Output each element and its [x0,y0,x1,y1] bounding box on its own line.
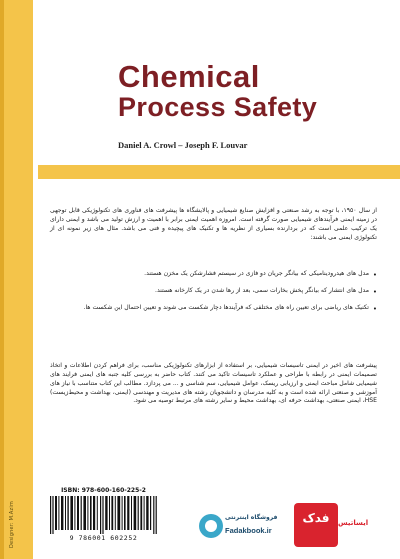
isbn-barcode [46,487,161,553]
intro-paragraph: از سال ۱۹۵۰، با توجه به رشد صنعتی و افزایش صنایع شیمیایی و پالایشگاه ها پیشرفت های فناوری های تکنولوژیکی قابل توجهی در زمینه ایمنی فرآیندهای شیمیایی صورت گرفته است. امروزه اهمیت ایمنی برابر با اهمیت و ارزش تولید می باشد و ایمنی دارای یک ترکیب علمی است که در بردارنده بسیاری از نظریه ها و تکنیک های پیچیده و فنی می باشد. مثال های زیر نمونه ای از تکنولوژی ایمنی می باشند: [50,207,377,241]
title-line-1: Chemical [118,59,260,94]
isbn-label: ISBN: 978-600-160-225-2 [61,487,146,494]
publisher-logo [294,499,369,547]
store-name-fa: فروشگاه اینترنتی [225,514,278,521]
description-paragraph: پیشرفت های اخیر در ایمنی تاسیسات شیمیایی، بر استفاده از ابزارهای تکنولوژیکی مناسب، برای فراهم کردن اطلاعات و اتخاذ تصمیمات ایمنی در رابطه با طراحی و عملکرد تاسیسات تاکید می کنند. کتاب حاضر به بررسی کلیه جنبه های ایمنی فرایند های شیمیایی شامل مباحث ایمنی و ارزیابی ریسک، عوامل شیمیایی، سم شناسی و ... می پردازد. مطالب این کتاب متناسب با نیاز های آموزشی و صنعتی ارائه شده است و به کلیه مدرسان و دانشجویان رشته های مدیریت و مهندسی (ایمنی، بهداشت و محیط‌زیست) HSE، ایمنی صنعتی، بهداشت حرفه ای، بهداشت محیط و سایر رشته های مرتبط توصیه می شود. [50,362,377,405]
publisher-badge-icon [294,503,338,547]
examples-list [52,270,377,320]
designer-text: Designer: M.Azim [9,501,15,548]
barcode-digits: 9 786001 602252 [69,534,138,542]
publisher-logo-text: فدک [302,511,330,525]
list-item: • مدل های هیدرودینامیکی که بیانگر جریان دو فازی در سیستم فشارشکن یک مخزن هستند. [52,270,377,279]
list-item: • تکنیک های ریاضی برای تعیین راه های مختلفی که فرآیندها دچار شکست می شوند و تعیین احتمال این شکست ها. [52,304,377,313]
spine-band [0,0,33,559]
title-line-2: Process Safety [118,92,318,123]
store-emblem-icon [199,514,223,538]
book-title [118,60,388,123]
authors-line: Daniel A. Crowl – Joseph F. Louvar [118,140,248,150]
list-item: • مدل های انتشار که بیانگر پخش بخارات سمی، بعد از رها شدن در یک کارخانه هستند. [52,287,377,296]
yellow-divider-band [38,165,400,179]
store-name-en: Fadakbook.ir [225,526,272,535]
online-store-logo [199,512,279,542]
barcode-icon [50,496,157,534]
spine-designer-credit [3,470,33,550]
publisher-tag: ایساتیس [338,519,369,527]
